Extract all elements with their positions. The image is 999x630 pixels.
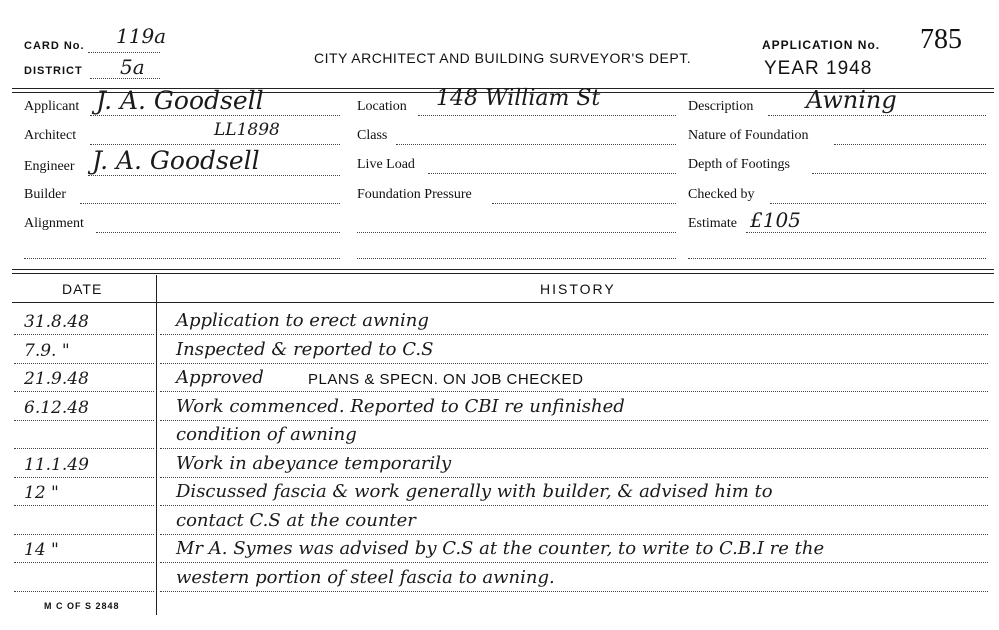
description-value: Awning (806, 86, 897, 114)
history-rule (160, 477, 988, 478)
architect-label: Architect (24, 128, 77, 143)
history-rule (160, 420, 988, 421)
date-rule (14, 505, 154, 506)
engineer-value: J. A. Goodsell (92, 146, 260, 175)
history-entry: Discussed fascia & work generally with builder, & advised him to (176, 481, 773, 502)
date-column-header: DATE (62, 281, 103, 297)
date-rule (14, 420, 154, 421)
location-label: Location (357, 99, 407, 114)
history-entry: Work commenced. Reported to CBI re unfinished (176, 395, 625, 417)
nature-of-foundation-label: Nature of Foundation (688, 128, 809, 143)
history-entry: Approved (176, 367, 264, 388)
applicant-value: J. A. Goodsell (96, 86, 264, 115)
history-entry: Work in abeyance temporarily (176, 452, 452, 474)
date-rule (14, 334, 154, 335)
checked-by-label: Checked by (688, 187, 755, 202)
history-entry: western portion of steel fascia to awning. (176, 566, 555, 588)
history-rule (160, 591, 988, 592)
history-entry: contact C.S at the counter (176, 509, 416, 531)
history-rule (160, 391, 988, 392)
foundation-pressure-label: Foundation Pressure (357, 187, 472, 202)
estimate-value: £105 (750, 208, 801, 232)
depth-of-footings-label: Depth of Footings (688, 157, 790, 172)
alignment-label: Alignment (24, 216, 84, 231)
history-entry: condition of awning (176, 424, 357, 445)
history-entry: Application to erect awning (176, 310, 429, 331)
live-load-label: Live Load (357, 157, 415, 172)
history-date: 11.1.49 (24, 454, 89, 475)
history-rule (160, 363, 988, 364)
department-title: CITY ARCHITECT AND BUILDING SURVEYOR'S DEPT. (314, 50, 692, 66)
history-rule (160, 448, 988, 449)
date-rule (14, 391, 154, 392)
history-date: 12 " (24, 483, 59, 503)
history-date: 31.8.48 (24, 312, 89, 332)
district-label: DISTRICT (24, 65, 83, 77)
date-rule (14, 534, 154, 535)
history-date: 21.9.48 (24, 369, 89, 389)
builder-label: Builder (24, 187, 66, 202)
history-rule (160, 505, 988, 506)
history-rule (160, 534, 988, 535)
date-rule (14, 448, 154, 449)
description-label: Description (688, 99, 754, 114)
class-label: Class (357, 128, 388, 143)
history-date: 14 " (24, 540, 59, 560)
application-no-label: APPLICATION No. (762, 38, 881, 52)
history-column-header: HISTORY (540, 281, 616, 297)
history-date: 6.12.48 (24, 397, 89, 418)
district-value: 5a (120, 55, 145, 79)
date-rule (14, 591, 154, 592)
engineer-label: Engineer (24, 159, 75, 174)
approval-stamp: PLANS & SPECN. ON JOB CHECKED (308, 371, 584, 388)
form-code: M C OF S 2848 (44, 601, 120, 611)
history-rule (160, 334, 988, 335)
date-rule (14, 562, 154, 563)
history-entry: Mr A. Symes was advised by C.S at the counter, to write to C.B.I re the (176, 538, 825, 559)
card-no-value: 119a (116, 24, 167, 48)
history-date: 7.9. " (24, 340, 70, 361)
history-rule (160, 562, 988, 563)
date-rule (14, 477, 154, 478)
location-value: 148 William St (436, 86, 601, 111)
date-rule (14, 363, 154, 364)
year-label: YEAR 1948 (764, 58, 873, 79)
application-no-value: 785 (920, 24, 962, 55)
applicant-label: Applicant (24, 99, 80, 114)
history-entry: Inspected & reported to C.S (176, 338, 434, 360)
estimate-label: Estimate (688, 216, 737, 231)
architect-value: LL1898 (214, 120, 280, 140)
card-no-label: CARD No. (24, 40, 85, 52)
